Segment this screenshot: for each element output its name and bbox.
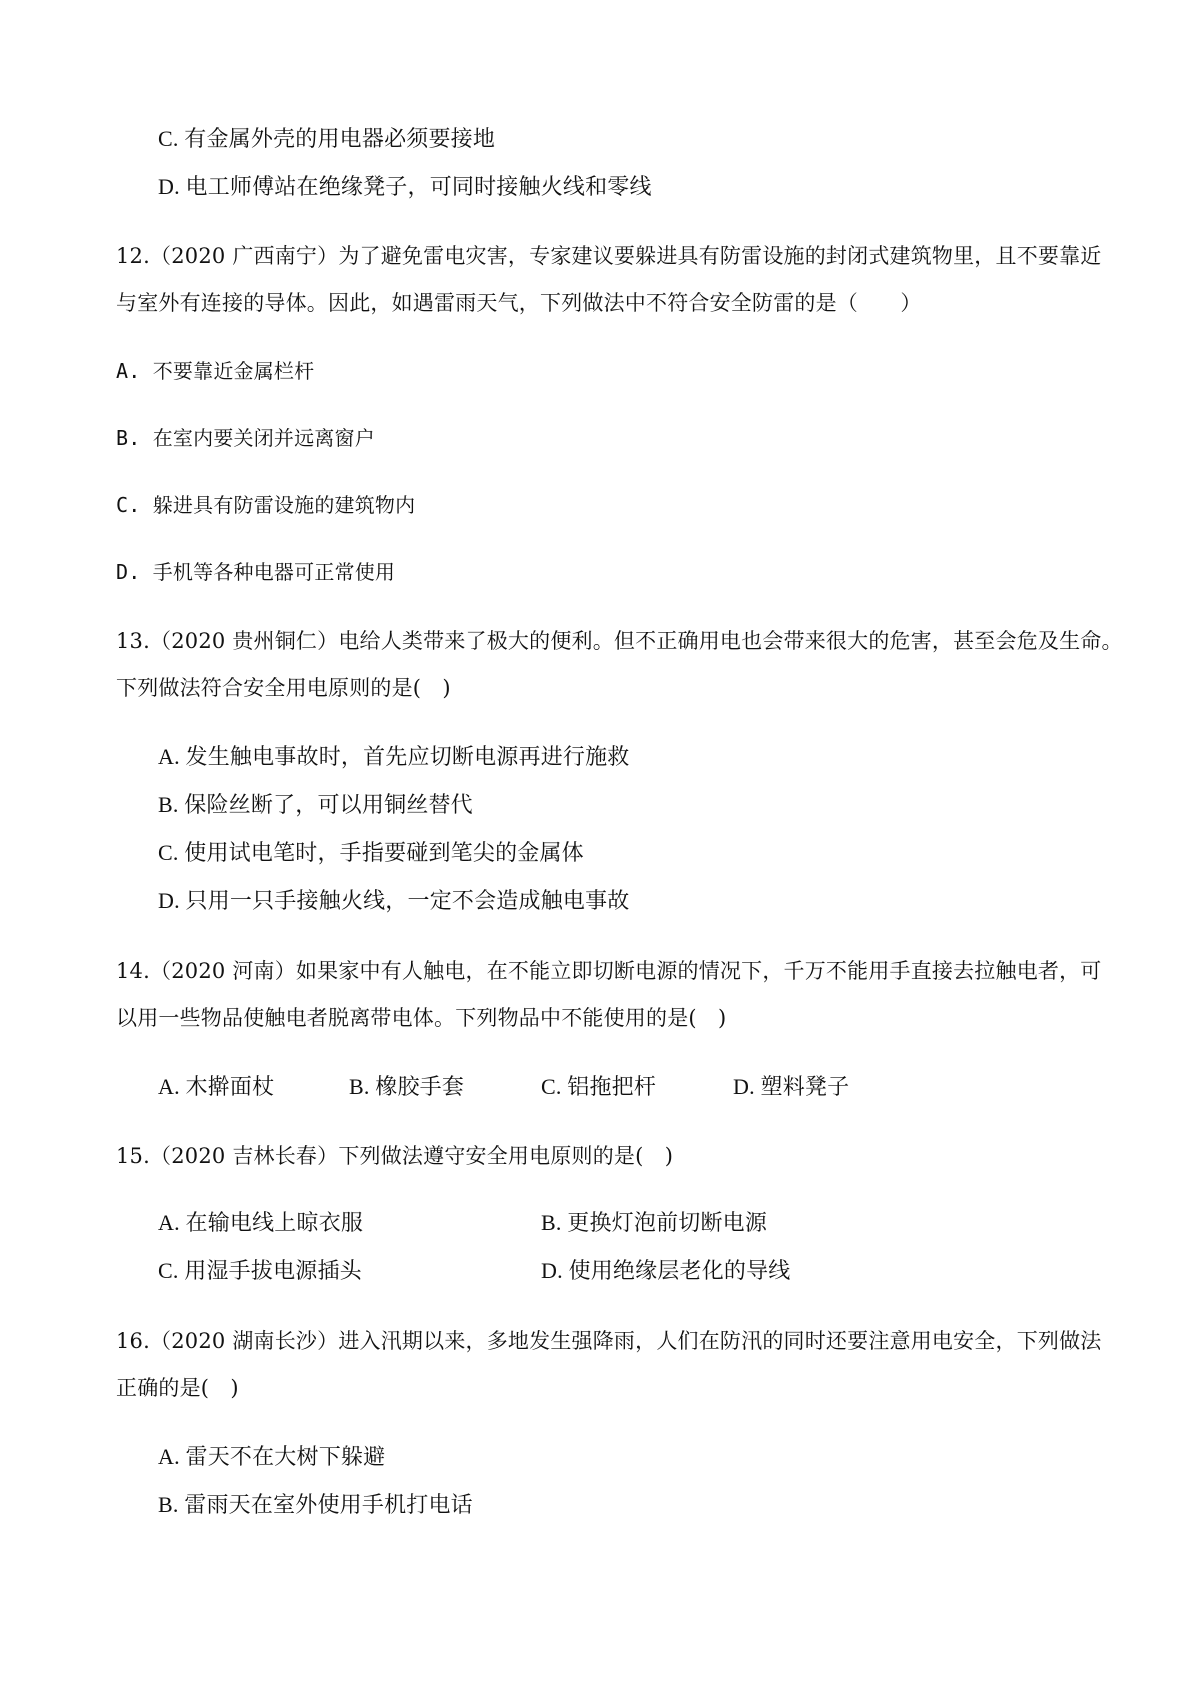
- question-14-stem-line-2: 以用一些物品使触电者脱离带电体。下列物品中不能使用的是( ): [116, 1006, 727, 1030]
- question-13-option-d: D. 只用一只手接触火线，一定不会造成触电事故: [158, 888, 630, 913]
- question-16-option-a: A. 雷天不在大树下躲避: [158, 1444, 386, 1469]
- question-12-stem-line-2: 与室外有连接的导体。因此，如遇雷雨天气，下列做法中不符合安全防雷的是（ ）: [116, 291, 922, 315]
- question-15-option-a: A. 在输电线上晾衣服: [158, 1210, 364, 1235]
- question-13-stem-line-2: 下列做法符合安全用电原则的是( ): [116, 676, 451, 700]
- option-c-prev: C. 有金属外壳的用电器必须要接地: [158, 126, 496, 151]
- question-16-stem-line-2: 正确的是( ): [116, 1376, 239, 1400]
- question-13-option-c: C. 使用试电笔时，手指要碰到笔尖的金属体: [158, 840, 584, 865]
- question-14-option-c: C. 铝拖把杆: [541, 1074, 657, 1099]
- question-15-option-b: B. 更换灯泡前切断电源: [541, 1210, 768, 1235]
- question-12-option-c: C. 躲进具有防雷设施的建筑物内: [116, 493, 416, 517]
- option-d-prev: D. 电工师傅站在绝缘凳子，可同时接触火线和零线: [158, 174, 652, 199]
- question-12-option-d: D. 手机等各种电器可正常使用: [116, 560, 396, 584]
- question-12-option-a: A. 不要靠近金属栏杆: [116, 359, 315, 383]
- question-13-option-a: A. 发生触电事故时，首先应切断电源再进行施救: [158, 744, 630, 769]
- question-14-option-d: D. 塑料凳子: [733, 1074, 850, 1099]
- question-13-option-b: B. 保险丝断了，可以用铜丝替代: [158, 792, 473, 817]
- question-14-option-b: B. 橡胶手套: [349, 1074, 465, 1099]
- question-16-stem-line-1: 16.（2020 湖南长沙）进入汛期以来，多地发生强降雨，人们在防汛的同时还要注意用电安全，下列做法: [116, 1329, 1102, 1353]
- question-12-option-b: B. 在室内要关闭并远离窗户: [116, 426, 375, 450]
- question-15-option-d: D. 使用绝缘层老化的导线: [541, 1258, 791, 1283]
- question-13-stem-line-1: 13.（2020 贵州铜仁）电给人类带来了极大的便利。但不正确用电也会带来很大的危害，甚至会危及生命。: [116, 629, 1123, 653]
- question-14-option-a: A. 木擀面杖: [158, 1074, 275, 1099]
- question-12-stem-line-1: 12.（2020 广西南宁）为了避免雷电灾害，专家建议要躲进具有防雷设施的封闭式建筑物里，且不要靠近: [116, 244, 1102, 268]
- question-15-option-c: C. 用湿手拔电源插头: [158, 1258, 362, 1283]
- question-16-option-b: B. 雷雨天在室外使用手机打电话: [158, 1492, 473, 1517]
- question-15-stem-line-1: 15.（2020 吉林长春）下列做法遵守安全用电原则的是( ): [116, 1144, 674, 1168]
- question-14-stem-line-1: 14.（2020 河南）如果家中有人触电，在不能立即切断电源的情况下，千万不能用手直接去拉触电者，可: [116, 959, 1102, 983]
